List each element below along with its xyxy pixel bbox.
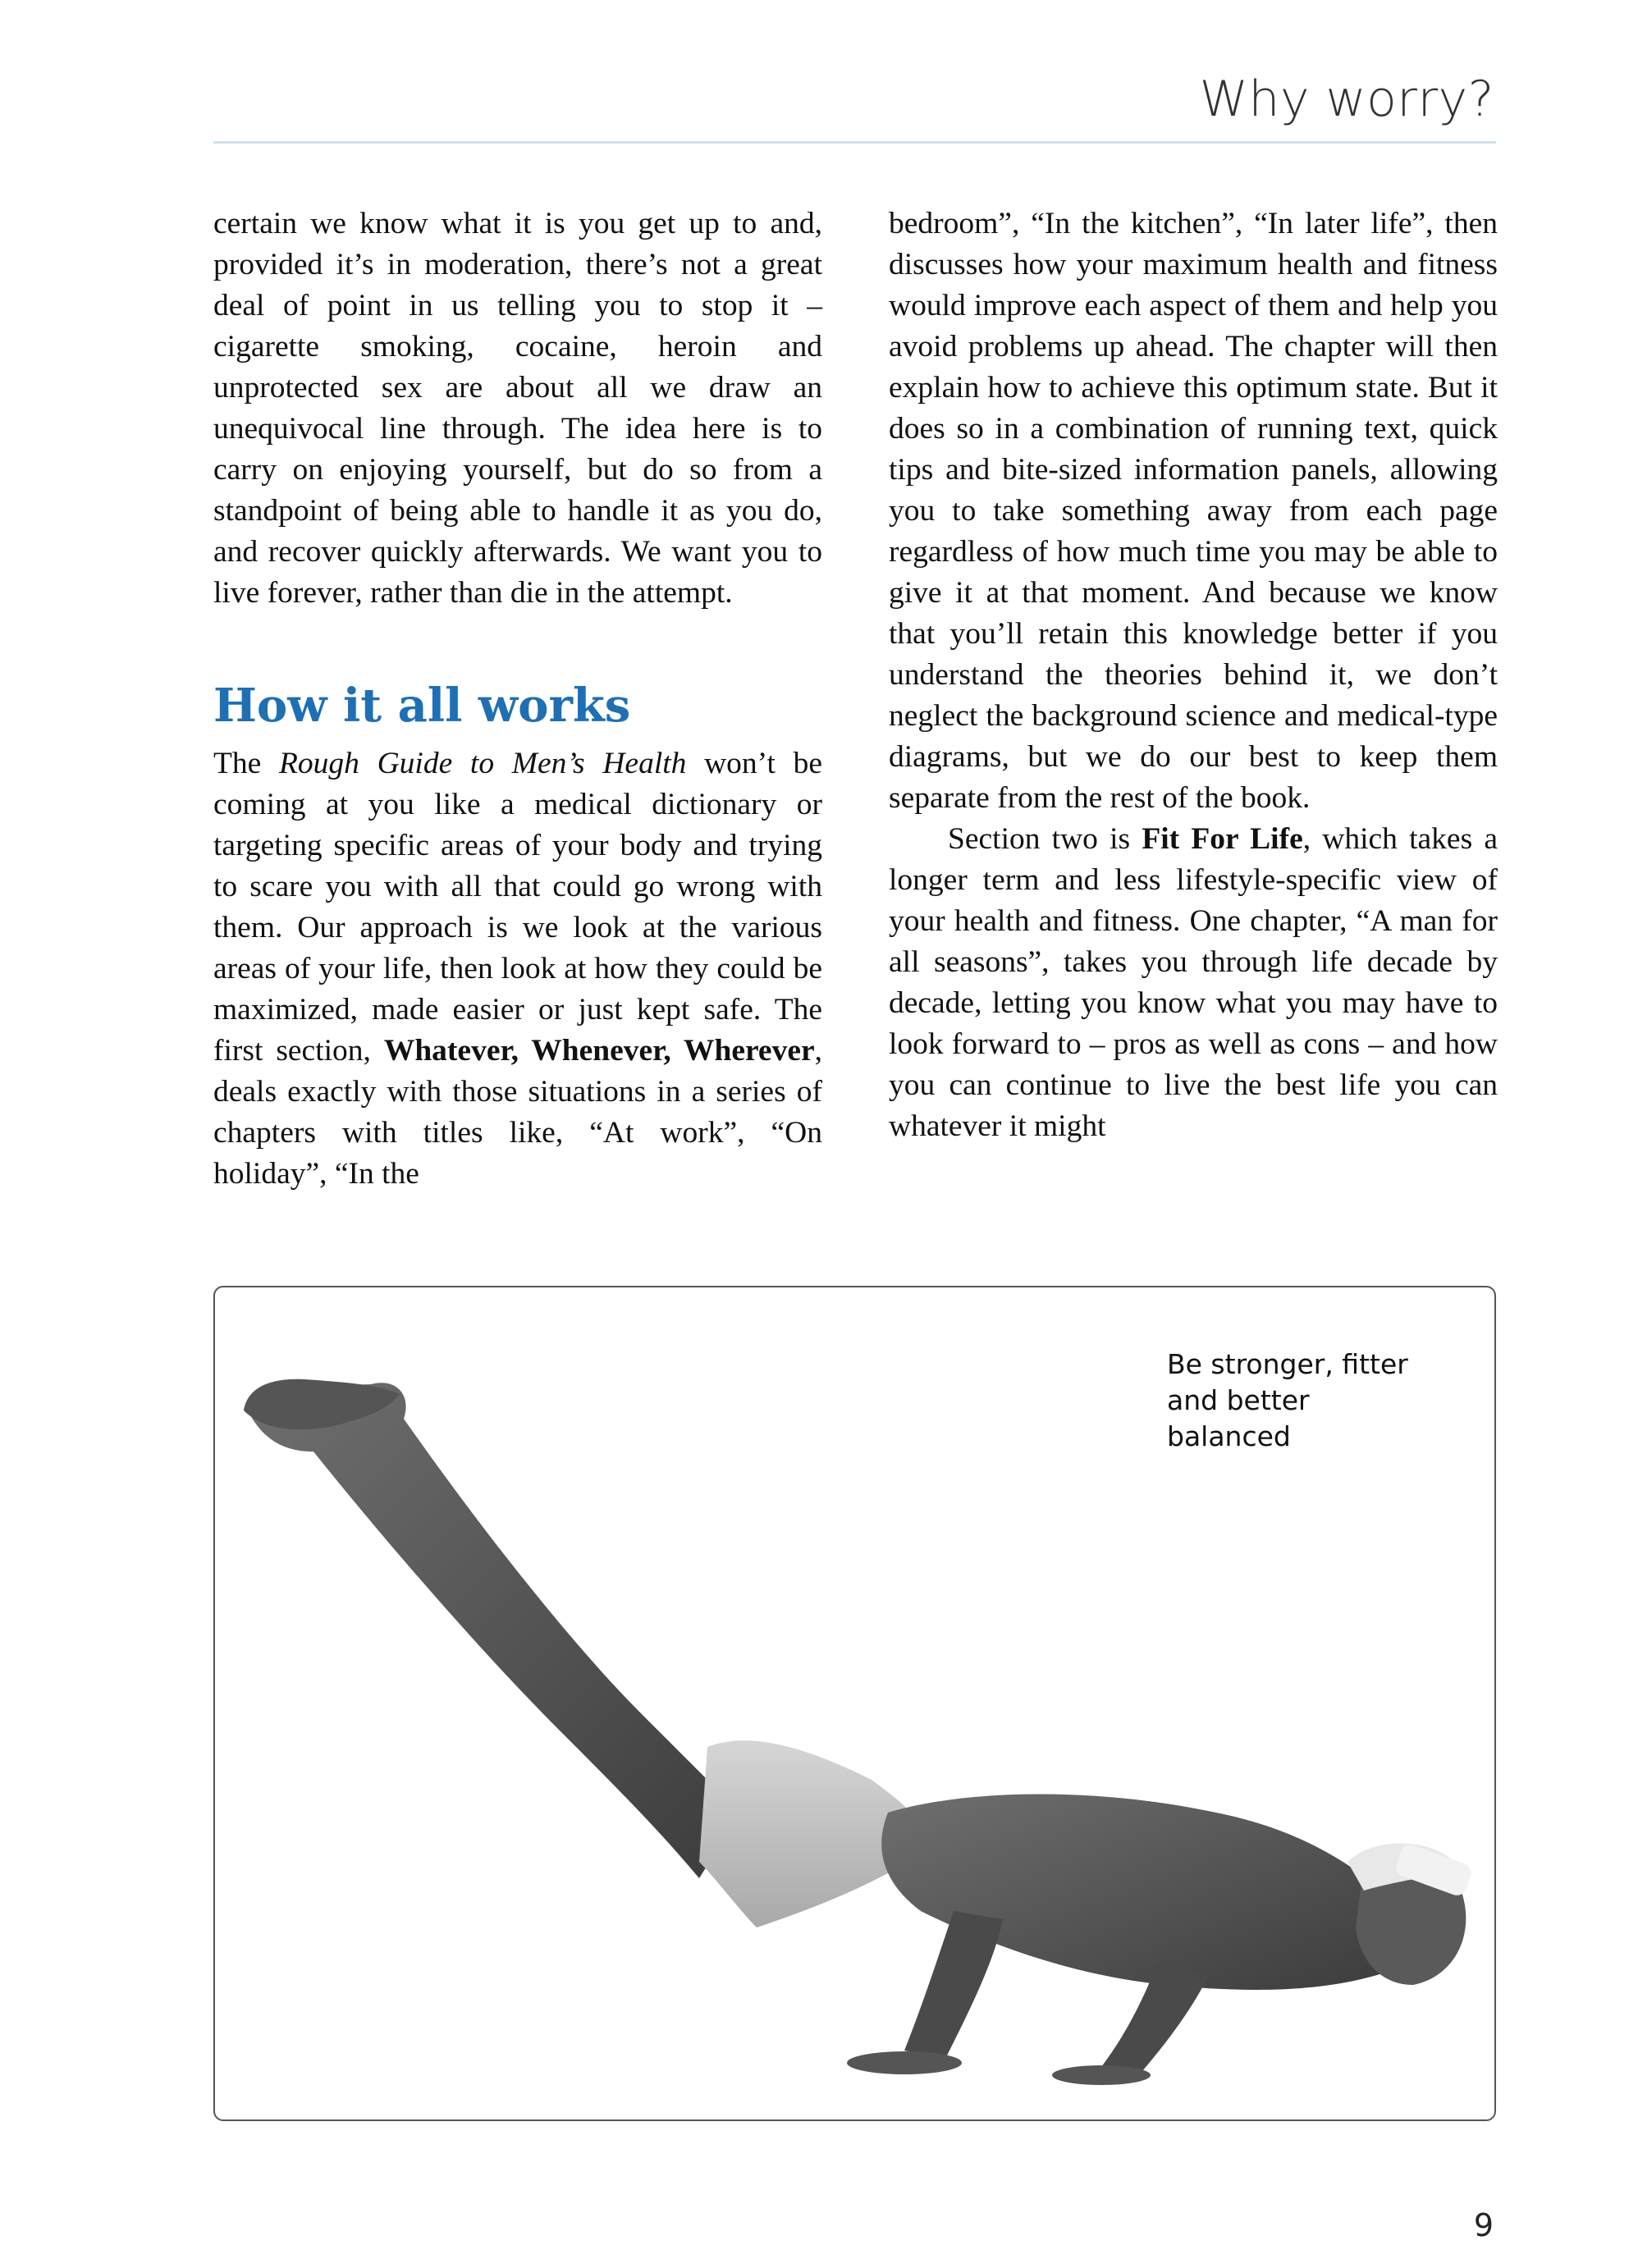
text-run: won’t be coming at you like a medical dictionary or targeting specific areas of your body and trying to scare you with all that could go wrong with them. Our approach is we look at the various areas of your life, then look at how they could be maximized, made easier or just kept safe. The first section,	[213, 747, 822, 1068]
text-run: , which takes a longer term and less lifestyle-specific view of your health and fitness. One chapter, “A man for all seasons”, takes you through life decade by decade, letting you know what you may have to look forward to – pros as well as cons – and how you can continue to live the best life you can whatever it might	[889, 822, 1498, 1143]
book-title-italic: Rough Guide to Men’s Health	[279, 747, 687, 780]
page-number: 9	[1473, 2207, 1494, 2243]
text-run: Section two is	[948, 822, 1142, 856]
running-head: Why worry?	[1199, 71, 1494, 128]
right-column	[889, 203, 1498, 1147]
right-paragraph-1: bedroom”, “In the kitchen”, “In later life”, then discusses how your maximum health and fitness would improve each aspect of them and help you avoid problems up ahead. The chapter will then explain how to achieve this optimum state. But it does so in a combination of running text, quick tips and bite-sized information panels, allowing you to take something away from each page regardless of how much time you may be able to give it at that moment. And because we know that you’ll retain this knowledge better if you understand the theories behind it, we don’t neglect the background science and medical-type diagrams, but we do our best to keep them separate from the rest of the book.	[889, 207, 1498, 815]
right-paragraph-2	[889, 819, 1498, 1147]
section-name-bold: Whatever, Whenever, Wherever	[383, 1034, 815, 1068]
header-rule	[213, 141, 1496, 144]
text-run: The	[213, 747, 279, 780]
left-column	[213, 203, 822, 1195]
section-heading: How it all works	[213, 679, 631, 733]
left-paragraph-1: certain we know what it is you get up to and, provided it’s in moderation, there’s not a great deal of point in us telling you to stop it – cigarette smoking, cocaine, heroin and unprotected sex are about all we draw an unequivocal line through. The idea here is to carry on enjoying yourself, but do so from a standpoint of being able to handle it as you do, and recover quickly afterwards. We want you to live forever, rather than die in the attempt.	[213, 207, 822, 610]
figure-panel	[213, 1286, 1496, 2121]
figure-caption: Be stronger, fitter and better balanced	[1167, 1348, 1408, 1452]
section-name-bold: Fit For Life	[1142, 822, 1303, 856]
text-run: , deals exactly with those situations in a series of chapters with titles like, “At work”, “On holiday”, “In the	[213, 1034, 822, 1191]
left-paragraph-2	[213, 743, 822, 1195]
